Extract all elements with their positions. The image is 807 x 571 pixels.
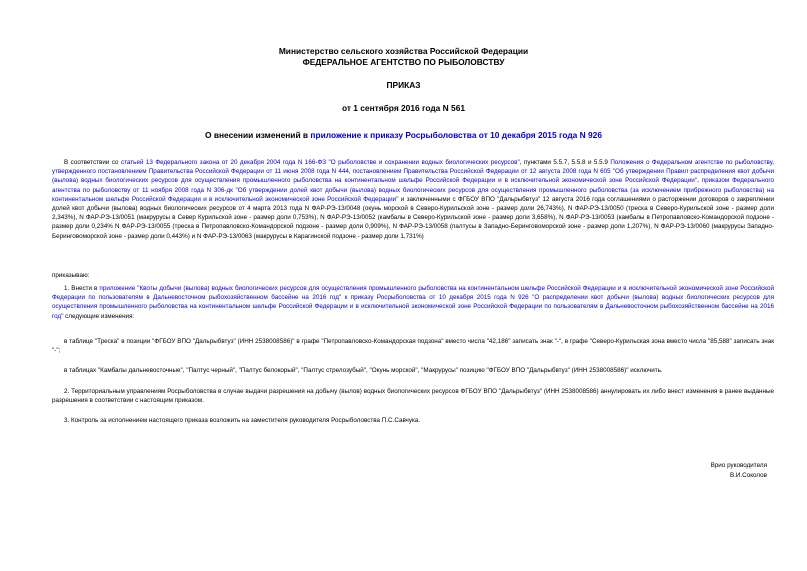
law-link[interactable]: статьей 13 Федерального закона от 20 декабря 2004 года N 166-ФЗ "О рыболовстве и сохранении водных биологических ресурсов" [120,159,520,166]
preamble-text-3: , [348,168,353,176]
order-word: приказываю: [52,272,90,279]
signature-name: В.И.Соколов [729,472,767,479]
item-2-paragraph: 2. Территориальным управлениям Росрыболовства в случае выдачи разрешения на добычу (вылов) водных биологических ресурсов ФГБОУ ВПО "Дальрыбвтуз" (ИНН 2538008586) аннулировать их либо внест изменения в ранее выданные разрешения в соответствии с настоящим приказом. [52,388,774,405]
preamble-paragraph [52,158,774,241]
preamble-text-1: В соответствии со [64,159,121,166]
government-decree-link[interactable]: постановлением Правительства Российской Федерации от 12 августа 2008 года N 605 "Об утверждении Правил распределения квот добычи (вылова) водных биологических ресурсов для осуществления промышленного рыболовства на континентальном шельфе Российской Федерации и в исключительной экономической зоне Российской Федерации" [52,168,775,185]
preamble-text-4: , [697,177,702,185]
item-1-text-2: следующие изменения: [63,312,135,320]
document-title [0,130,807,140]
item-1-change-b: в таблицах "Камбалы дальневосточные", "Палтус черный", "Палтус белокорый", "Палтус стрелозубый", "Окунь морской", "Макрурусы" позицию "ФГБОУ ВПО "Дальрыбвтуз" (ИНН 2538008586)" исключить. [64,367,663,374]
item-1-change-a: в таблице "Треска" в позиции "ФГБОУ ВПО "Дальрыбвтуз" (ИНН 2538008586)" в графе "Петропавловско-Командорская подзона" вместо числа "42,186" записать знак "-", в графе "Северо-Курильская зона вместо числа "85,588" записать знак "-"; [52,338,774,355]
preamble-text-5: и заключенными с ФГБОУ ВПО "Дальрыбвтуз" 12 августа 2016 года соглашениями о расторжении договоров о закреплении долей квот добычи (вылова) водных биологических ресурсов от 4 марта 2013 года N ФАР-РЭ-13/0048 (окунь морской в Северо-Курильской зоне - размер доли 26,743%), N ФАР-РЭ-13/0050 (треска в Северо-Курильской зоне - размер доли 2,343%), N ФАР-РЭ-13/0051 (макрурусы в Север Курильской зоне - размер доли 0,753%), N ФАР-РЭ-13/0052 (камбалы в Северо-Курильской зоне - размер доли 3,658%), N ФАР-РЭ-13/0053 (камбалы в Петропавловско-Командорской подзоне - размер доли 0,234% N ФАР-РЭ-13/0055 (треска в Петропавловско-Командорской подзоне - размер доли 0,909%), N ФАР-РЭ-13/0058 (палтусы в Западно-Беринговоморской зоне - размер доли 1,207%), N ФАР-РЭ-13/0060 (макрурусы Западно-Беринговоморской зоне - размер доли 0,443%) и N ФАР-РЭ-13/0063 (макрурусы в Карагинской подзоне - размер доли 1,731%) [52,195,774,240]
item-3-paragraph: 3. Контроль за исполнением настоящего приказа возложить на заместителя руководителя Росрыболовства П.С.Савчука. [64,417,421,424]
regulation-link[interactable]: Положения о Федеральном агентстве по рыболовству, утвержденного постановлением Правительства Российской Федерации от 11 июня 2008 года N 444 [52,159,774,176]
document-type: ПРИКАЗ [386,80,421,90]
agency-order-link[interactable]: приказом Федерального агентства по рыболовству от 11 ноября 2008 года N 306-дк "Об утверждении долей квот добычи (вылова) водных биологических ресурсов для осуществления промышленного рыболовства (за исключением прибрежного рыболовства) на континентальном шельфе Российской Федерации и в исключительной экономической зоне Российской Федерации" [52,177,775,203]
ministry-name: Министерство сельского хозяйства Российской Федерации [278,46,529,56]
signature-position: Врио руководителя [710,462,767,469]
appendix-link[interactable]: приложение "Квоты добычи (вылова) водных биологических ресурсов для осуществления промышленного рыболовства на континентальном шельфе Российской Федерации и в исключительной экономической зоне Российской Федерации по пользователям в Дальневосточном рыбохозяйственном бассейне на 2016 год" к приказу Росрыболовства от 10 декабря 2015 года N 926 "О распределении квот добычи (вылова) водных биологических ресурсов для осуществления промышленного рыболовства на континентальном шельфе Российской Федерации и в исключительной экономической зоне Российской Федерации по пользователям в Дальневосточном рыбохозяйственном бассейне на 2016 год" [52,285,774,320]
item-1-text-1: 1. Внести в [64,285,100,292]
title-prefix: О внесении изменений в [204,130,311,140]
title-link[interactable]: приложение к приказу Росрыболовства от 10 декабря 2015 года N 926 [310,130,602,140]
document-date-number: от 1 сентября 2016 года N 561 [341,103,466,113]
preamble-text-2: , пунктами 5.5.7, 5.5.8 и 5.5.9 [519,159,611,166]
agency-name: ФЕДЕРАЛЬНОЕ АГЕНТСТВО ПО РЫБОЛОВСТВУ [302,57,505,67]
item-1-paragraph [52,284,774,321]
